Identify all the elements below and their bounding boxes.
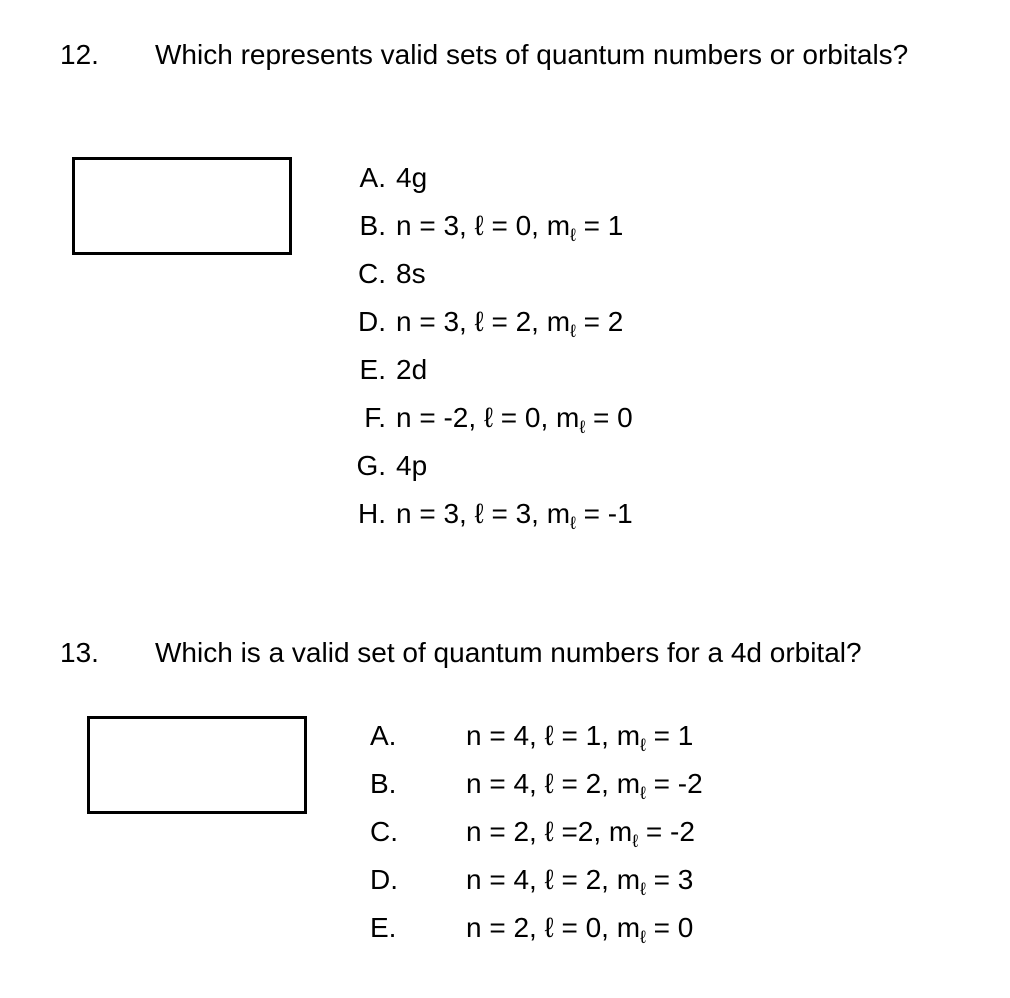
- choice-text-part: = -2: [638, 816, 695, 847]
- choice-text-part: n = 3, ℓ = 0, m: [396, 210, 571, 241]
- choice-text-part: n = 2, ℓ =2, m: [466, 816, 633, 847]
- choice-text-part: = 1: [575, 210, 624, 241]
- choice-letter: E.: [359, 354, 386, 385]
- choice-letter: C.: [358, 258, 386, 289]
- choice-text: [396, 450, 427, 482]
- choice-text-part: n = 2, ℓ = 0, m: [466, 912, 641, 943]
- choice-text: [396, 498, 633, 533]
- choice-text-part: 4p: [396, 450, 428, 481]
- choice-text-part: = -1: [575, 498, 633, 529]
- subscript-l: ℓ: [640, 879, 646, 899]
- choice-text-part: = 1: [645, 720, 694, 751]
- choice-letter: H.: [358, 498, 386, 529]
- choice-letter: G.: [356, 450, 386, 481]
- choice-text-part: = 0: [645, 912, 694, 943]
- choice-text: [396, 162, 427, 194]
- choice-text: [466, 864, 694, 899]
- choice-text-part: = 2: [575, 306, 624, 337]
- choice-letter: A.: [359, 162, 386, 193]
- choice-letter: E.: [370, 912, 397, 943]
- choice-text-part: n = 3, ℓ = 2, m: [396, 306, 571, 337]
- subscript-l: ℓ: [570, 513, 576, 533]
- subscript-l: ℓ: [632, 831, 639, 851]
- choice-text-part: 8s: [396, 258, 426, 289]
- choice-text-part: n = -2, ℓ = 0, m: [396, 402, 580, 433]
- choice-text: [466, 912, 694, 947]
- choice-text: [396, 210, 624, 245]
- choice-text-part: = -2: [645, 768, 703, 799]
- choice-text: [396, 354, 427, 386]
- choice-text: [466, 720, 694, 755]
- subscript-l: ℓ: [579, 417, 586, 437]
- question-13-number: 13.: [60, 637, 99, 668]
- question-12-text: Which represents valid sets of quantum numbers or orbitals?: [155, 39, 909, 70]
- choice-letter: D.: [358, 306, 386, 337]
- choice-text: [396, 306, 624, 341]
- choice-text: [466, 768, 703, 803]
- choice-text-part: 2d: [396, 354, 428, 385]
- choice-letter: F.: [364, 402, 386, 433]
- choice-text-part: n = 4, ℓ = 1, m: [466, 720, 641, 751]
- subscript-l: ℓ: [570, 321, 576, 341]
- choice-letter: D.: [370, 864, 398, 895]
- choice-letter: B.: [370, 768, 397, 799]
- choice-text-part: = 0: [585, 402, 633, 433]
- choice-text-part: = 3: [645, 864, 694, 895]
- choice-letter: B.: [359, 210, 386, 241]
- choice-letter: A.: [370, 720, 397, 751]
- choice-text: [396, 402, 633, 437]
- question-13-text: Which is a valid set of quantum numbers for a 4d orbital?: [155, 637, 862, 668]
- question-12-number: 12.: [60, 39, 99, 70]
- question-13-answer-box[interactable]: [87, 716, 307, 814]
- choice-text-part: n = 3, ℓ = 3, m: [396, 498, 571, 529]
- question-12-answer-box[interactable]: [72, 157, 292, 255]
- subscript-l: ℓ: [570, 225, 576, 245]
- choice-letter: C.: [370, 816, 398, 847]
- choice-text-part: n = 4, ℓ = 2, m: [466, 864, 641, 895]
- choice-text-part: 4g: [396, 162, 428, 193]
- choice-text: [466, 816, 695, 851]
- choice-text-part: n = 4, ℓ = 2, m: [466, 768, 641, 799]
- subscript-l: ℓ: [640, 735, 646, 755]
- subscript-l: ℓ: [640, 927, 646, 947]
- choice-text: [396, 258, 426, 290]
- subscript-l: ℓ: [640, 783, 646, 803]
